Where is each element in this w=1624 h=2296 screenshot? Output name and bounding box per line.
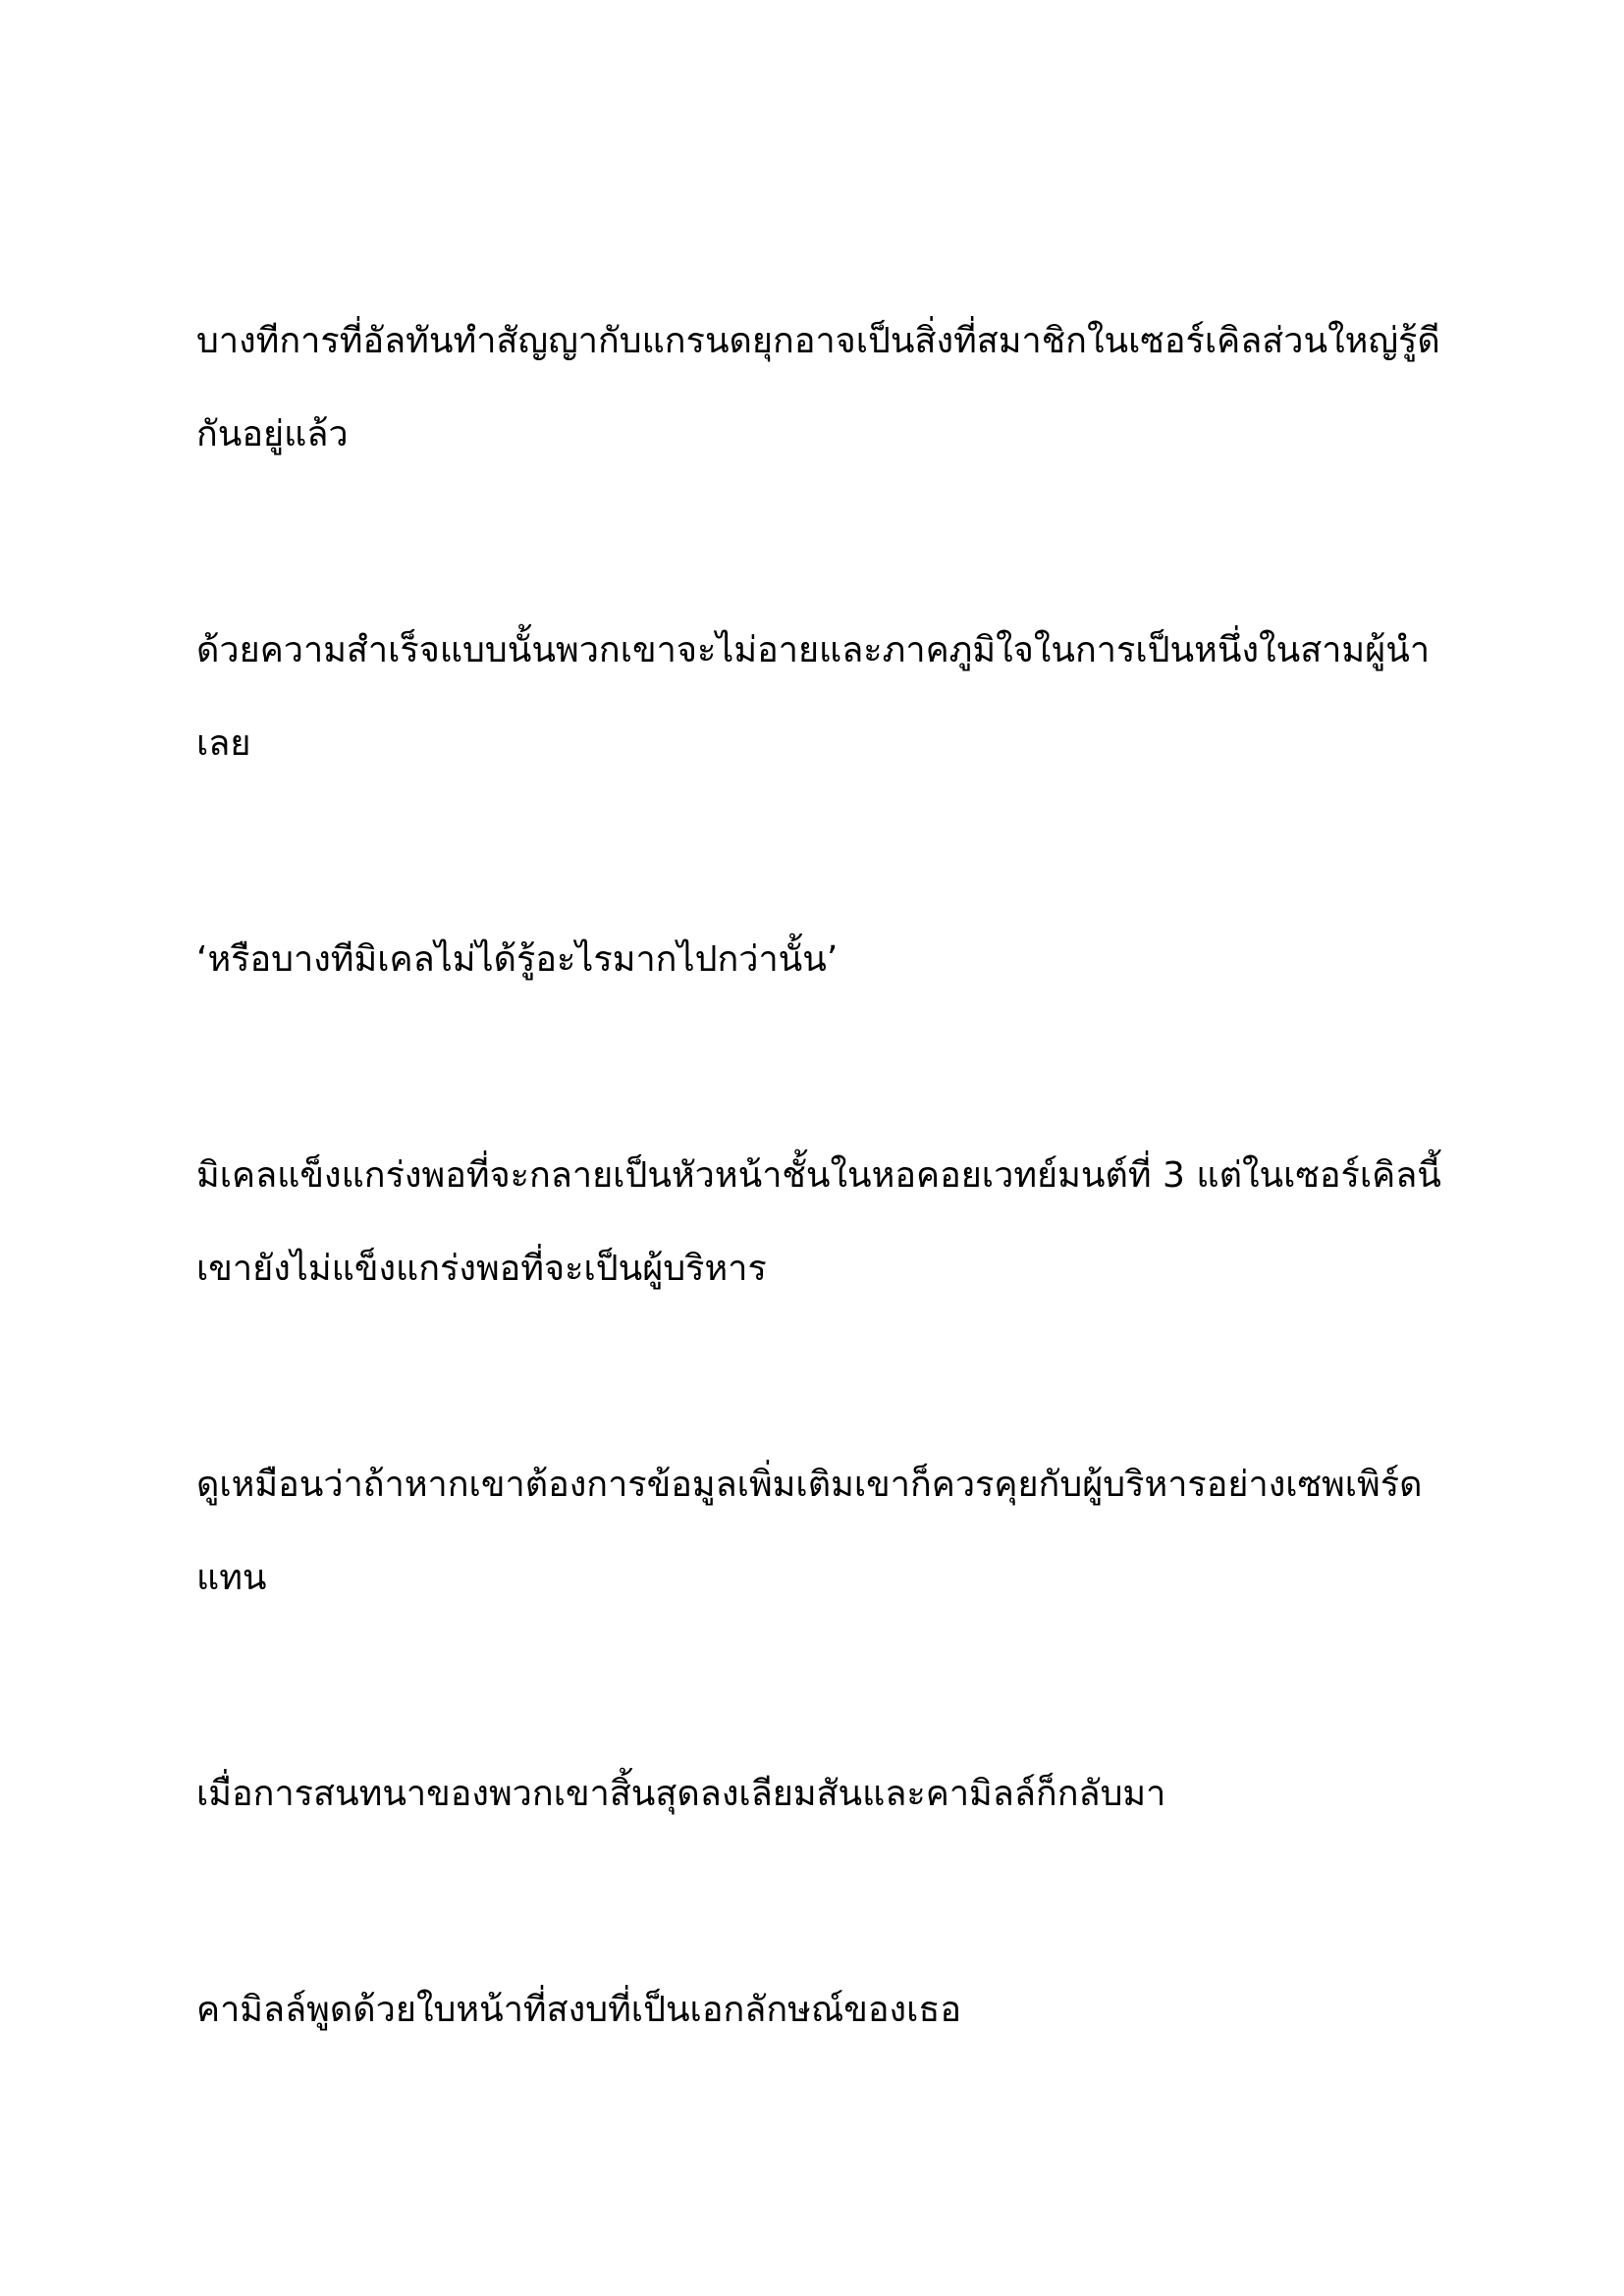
paragraph-4: มิเคลแข็งแกร่งพอที่จะกลายเป็นหัวหน้าชั้นในหอคอยเวทย์มนต์ที่ 3 แต่ในเซอร์เคิลนี้เขายังไม่แข็งแกร่งพอที่จะเป็นผู้บริหาร bbox=[196, 1155, 1441, 1289]
paragraph-5: ดูเหมือนว่าถ้าหากเขาต้องการข้อมูลเพิ่มเติมเขาก็ควรคุยกับผู้บริหารอย่างเซพเพิร์ดแทน bbox=[196, 1465, 1423, 1598]
paragraph-2: ด้วยความสำเร็จแบบนั้นพวกเขาจะไม่อายและภาคภูมิใจในการเป็นหนึ่งในสามผู้นำเลย bbox=[196, 630, 1431, 764]
paragraph-7: คามิลล์พูดด้วยใบหน้าที่สงบที่เป็นเอกลักษณ์ของเธอ bbox=[196, 1990, 961, 2030]
paragraph-1: บางทีการที่อัลทันทำสัญญากับแกรนดยุกอาจเป็นสิ่งที่สมาชิกในเซอร์เคิลส่วนใหญ่รู้ดีกันอยู่แล้ว bbox=[196, 321, 1440, 454]
paragraph-3: ‘หรือบางทีมิเคลไม่ได้รู้อะไรมากไปกว่านั้น’ bbox=[196, 939, 839, 980]
paragraph-6: เมื่อการสนทนาของพวกเขาสิ้นสุดลงเลียมสันและคามิลล์ก็กลับมา bbox=[196, 1774, 1166, 1814]
